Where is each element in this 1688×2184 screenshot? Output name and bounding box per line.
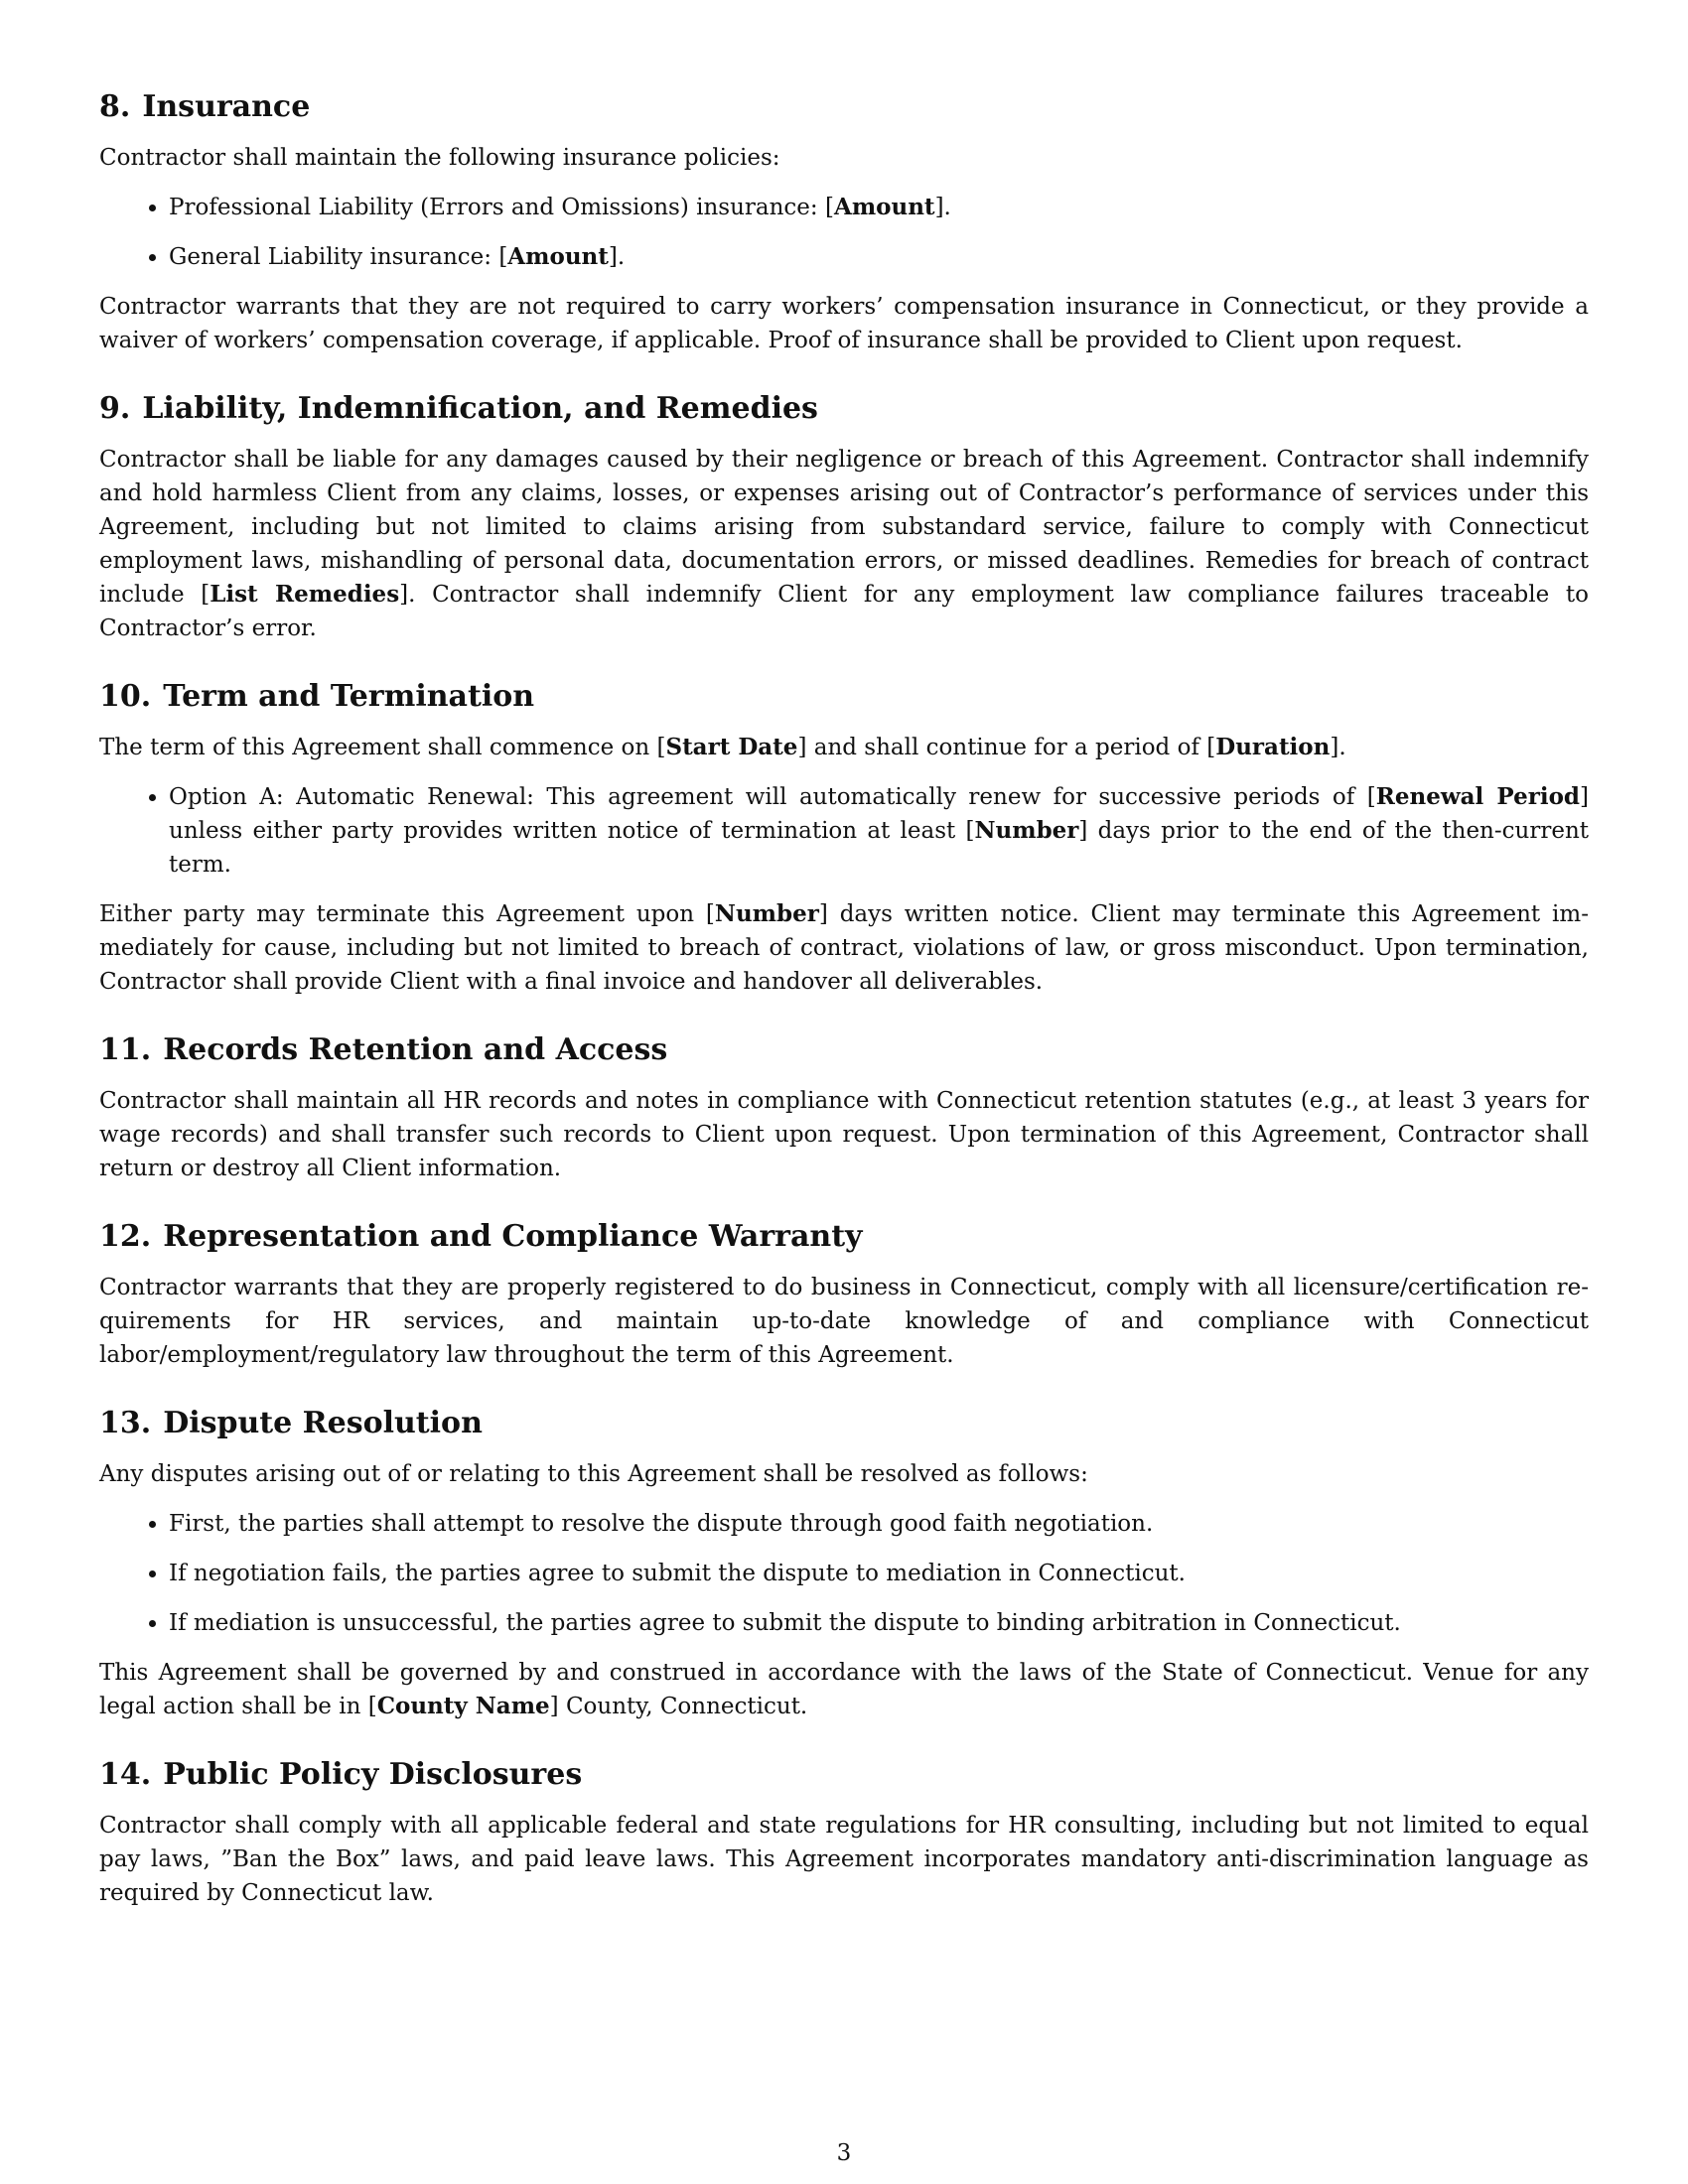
- section-records: [99, 1030, 1589, 1185]
- section-dispute: [99, 1404, 1589, 1723]
- insurance-list: [99, 191, 1589, 274]
- section-number: 8.: [99, 89, 131, 124]
- section-number: 10.: [99, 679, 152, 714]
- placeholder-start-date: Start Date: [665, 734, 798, 760]
- section-heading: [99, 677, 1589, 717]
- section-heading: [99, 389, 1589, 429]
- section-heading: [99, 1404, 1589, 1443]
- section-paragraph: Contractor warrants that they are properly registered to do business in Connecticut, comply with all licensure/certification requirements for HR services, and maintain up-to-date knowledge of and compliance with Connecticut labor/employment/regulatory law throughout the term of this Agreement.: [99, 1275, 1589, 1368]
- section-number: 11.: [99, 1032, 152, 1067]
- term-option-list: [99, 780, 1589, 882]
- section-paragraph: Contractor shall be liable for any damages caused by their negligence or breach of this Agreement. Contractor shall indemnify and hold harmless Client from any claims, losses, or expenses arising out of Contractor’s performance of services under this Agreement, including but not limited to claims arising from substandard service, failure to comply with Connecticut employment laws, mishandling of personal data, documentation errors, or missed deadlines. Remedies for breach of contract include [List Remedies]. Contractor shall indemnify Client for any employment law compliance failures traceable to Contractor’s error.: [99, 447, 1589, 641]
- section-title: Public Policy Disclosures: [163, 1757, 583, 1792]
- section-heading: [99, 1217, 1589, 1257]
- list-item: • Option A: Automatic Renewal: This agreement will automatically renew for successive periods of [Renewal Period] unless either party provides written notice of termination at least [Number] days prior to the end of the then-current term.: [169, 780, 1589, 882]
- list-item: • If mediation is unsuccessful, the parties agree to submit the dispute to binding arbitration in Connecticut.: [169, 1606, 1589, 1640]
- section-term: [99, 677, 1589, 999]
- list-item: • Professional Liability (Errors and Omissions) insurance: [Amount].: [169, 191, 1589, 224]
- section-title: Liability, Indemnification, and Remedies: [142, 391, 818, 426]
- list-item: • If negotiation fails, the parties agree to submit the dispute to mediation in Connecticut.: [169, 1557, 1589, 1590]
- section-paragraph: The term of this Agreement shall commence on [Start Date] and shall continue for a period of [Duration].: [99, 734, 1346, 760]
- section-paragraph: Contractor shall maintain all HR records and notes in compliance with Connecticut retention statutes (e.g., at least 3 years for wage records) and shall transfer such records to Client upon request. Upon termination of this Agreement, Contractor shall return or destroy all Client information.: [99, 1088, 1589, 1181]
- section-title: Representation and Compliance Warranty: [163, 1219, 863, 1254]
- section-title: Dispute Resolution: [163, 1406, 483, 1440]
- placeholder-duration: Duration: [1215, 734, 1331, 760]
- placeholder-number: Number: [974, 817, 1079, 844]
- placeholder-renewal-period: Renewal Period: [1375, 783, 1581, 810]
- section-number: 14.: [99, 1757, 152, 1792]
- section-number: 13.: [99, 1406, 152, 1440]
- placeholder-amount: Amount: [833, 194, 935, 220]
- section-liability: [99, 389, 1589, 645]
- section-heading: [99, 1755, 1589, 1795]
- section-number: 9.: [99, 391, 131, 426]
- placeholder-number: Number: [714, 900, 819, 927]
- section-paragraph: This Agreement shall be governed by and construed in accordance with the laws of the State of Connecticut. Venue for any legal action shall be in [County Name] County, Connecticut.: [99, 1660, 1589, 1719]
- section-title: Insurance: [142, 89, 311, 124]
- list-item: • First, the parties shall attempt to resolve the dispute through good faith negotiation.: [169, 1507, 1589, 1541]
- section-number: 12.: [99, 1219, 152, 1254]
- section-paragraph: Contractor warrants that they are not required to carry workers’ compensation insurance in Connecticut, or they provide a waiver of workers’ compensation coverage, if applicable. Proof of insurance shall be provided to Client upon request.: [99, 294, 1589, 353]
- section-title: Term and Termination: [163, 679, 535, 714]
- placeholder-amount: Amount: [507, 243, 609, 270]
- section-intro: Contractor shall maintain the following insurance policies:: [99, 145, 780, 171]
- section-heading: [99, 1030, 1589, 1070]
- placeholder-list-remedies: List Remedies: [210, 581, 400, 608]
- section-public-policy: [99, 1755, 1589, 1910]
- dispute-steps-list: [99, 1507, 1589, 1640]
- section-paragraph: Either party may terminate this Agreement upon [Number] days written notice. Client may terminate this Agreement immediately for cause, including but not limited to breach of contract, violations of law, or gross misconduct. Upon termination, Contractor shall provide Client with a final invoice and handover all deliverables.: [99, 900, 1589, 995]
- section-title: Records Retention and Access: [163, 1032, 668, 1067]
- section-heading: [99, 87, 1589, 127]
- section-intro: Any disputes arising out of or relating to this Agreement shall be resolved as follows:: [99, 1461, 1088, 1487]
- list-item: • General Liability insurance: [Amount].: [169, 240, 1589, 274]
- section-insurance: [99, 87, 1589, 357]
- document-page: [99, 87, 1589, 1942]
- placeholder-county-name: County Name: [376, 1693, 550, 1719]
- page-number: 3: [836, 2140, 852, 2166]
- section-paragraph: Contractor shall comply with all applicable federal and state regulations for HR consulting, including but not limited to equal pay laws, ”Ban the Box” laws, and paid leave laws. This Agreement incorporates mandatory anti-discrimination language as required by Connecticut law.: [99, 1813, 1589, 1906]
- section-representation: [99, 1217, 1589, 1372]
